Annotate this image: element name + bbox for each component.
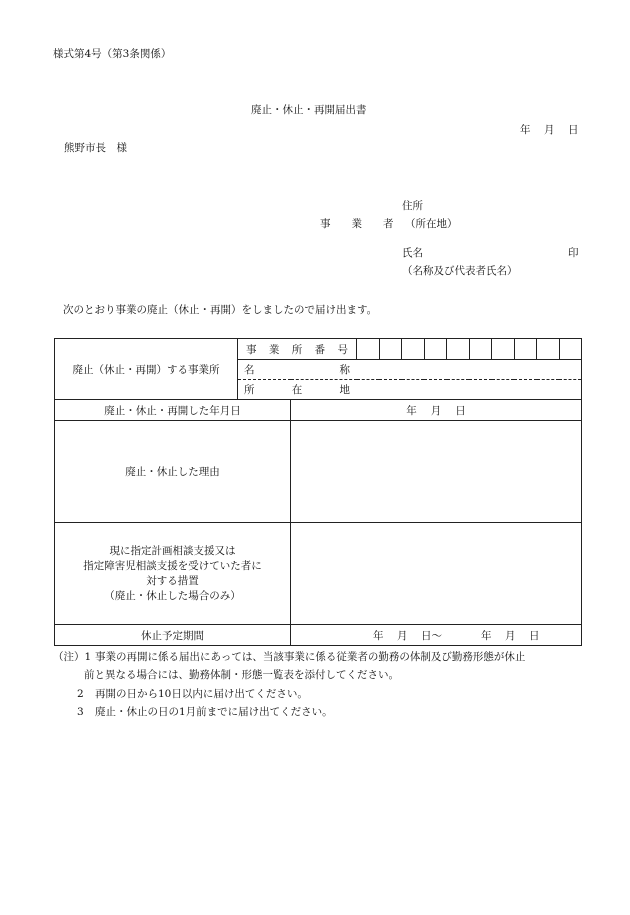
note2-text: 再開の日から10日以内に届け出てください。 (95, 688, 308, 700)
entity-sub-label: （所在地） (405, 218, 458, 230)
office-number-digit[interactable] (402, 339, 425, 360)
office-group-label: 廃止（休止・再開）する事業所 (55, 339, 238, 400)
entity-label: 事 業 者 (320, 218, 394, 230)
note1-line1: 事業の再開に係る届出にあっては、当該事業に係る従業者の勤務の体制及び勤務形態が休止 (95, 651, 526, 663)
office-number-digit[interactable] (492, 339, 515, 360)
date-year: 年 (520, 124, 531, 136)
office-number-digit[interactable] (379, 339, 402, 360)
office-number-digit[interactable] (514, 339, 537, 360)
measures-field[interactable] (291, 523, 582, 625)
document-title: 廃止・休止・再開届出書 (251, 104, 367, 116)
seal-mark: 印 (568, 247, 579, 259)
note3-number: 3 (77, 706, 84, 718)
measures-label: 現に指定計画相談支援又は 指定障害児相談支援を受けていた者に 対する措置 （廃止・休止した場合のみ） (55, 523, 291, 625)
address-label: 住所 (402, 200, 423, 212)
suspension-label: 休止予定期間 (55, 625, 291, 646)
location-label-2: 在 (291, 384, 303, 396)
date-month: 月 (544, 124, 555, 136)
name-label-1: 名 (244, 364, 255, 376)
note1-line2: 前と異なる場合には、勤務体制・形態一覧表を添付してください。 (84, 669, 399, 681)
office-number-digit[interactable] (537, 339, 560, 360)
office-name-row[interactable] (238, 360, 582, 380)
form-id: 様式第4号（第3条関係） (53, 48, 172, 60)
date-day: 日 (568, 124, 579, 136)
date-line (520, 125, 531, 136)
note3-text: 廃止・休止の日の1月前までに届け出てください。 (95, 706, 333, 718)
office-number-digit[interactable] (469, 339, 492, 360)
reason-label: 廃止・休止した理由 (55, 421, 291, 523)
office-number-digit[interactable] (357, 339, 380, 360)
date-label: 廃止・休止・再開した年月日 (55, 400, 291, 421)
name-sub-label: （名称及び代表者氏名） (402, 265, 518, 277)
office-number-label: 事 業 所 番 号 (238, 339, 357, 360)
note2-number: 2 (77, 688, 84, 700)
office-location-row[interactable] (238, 380, 582, 400)
intro-text: 次のとおり事業の廃止（休止・再開）をしましたので届け出ます。 (63, 304, 378, 316)
name-label-2: 称 (339, 364, 350, 376)
location-label-3: 地 (339, 384, 350, 396)
name-label: 氏名 (402, 247, 423, 259)
office-number-digit[interactable] (559, 339, 582, 360)
date-value[interactable]: 年 月 日 (291, 400, 582, 421)
location-label-1: 所 (244, 384, 255, 396)
note-prefix: （注）1 (53, 651, 92, 663)
addressee: 熊野市長 様 (64, 142, 127, 154)
reason-field[interactable] (291, 421, 582, 523)
office-number-digit[interactable] (447, 339, 470, 360)
office-number-digit[interactable] (424, 339, 447, 360)
suspension-value[interactable]: 年 月 日～ 年 月 日 (291, 625, 582, 646)
notification-table (54, 338, 582, 646)
